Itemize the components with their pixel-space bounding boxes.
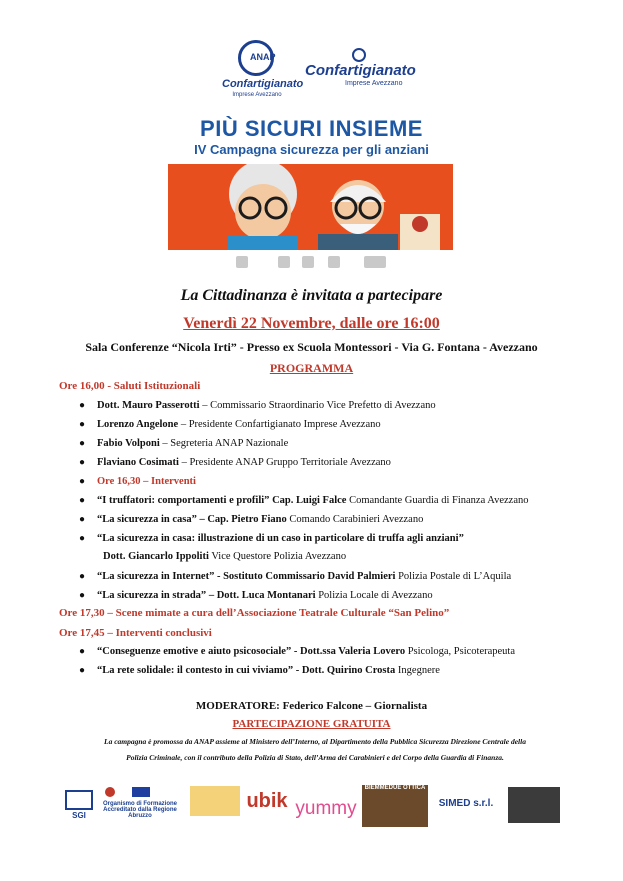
list-item: ● “La sicurezza in casa: illustrazione di un caso in particolare di truffa agli anziani”: [79, 533, 464, 544]
event-date: Venerdì 22 Novembre, dalle ore 16:00: [183, 315, 440, 332]
list-item: ● “La sicurezza in strada” – Dott. Luca Montanari Polizia Locale di Avezzano: [79, 590, 433, 601]
list-item: ● Dott. Mauro Passerotti – Commissario Straordinario Vice Prefetto di Avezzano: [79, 400, 436, 411]
confartigianato-logo: [305, 48, 415, 98]
anap-ring-icon: ANAP: [238, 40, 274, 76]
section-heading: Ore 17,30 – Scene mimate a cura dell’Associazione Teatrale Culturale “San Pelino”: [59, 607, 450, 619]
list-item: ● “La rete solidale: il contesto in cui viviamo” - Dott. Quirino Crosta Ingegnere: [79, 665, 440, 676]
confartigianato-ring-icon: [352, 48, 366, 62]
list-item: ● Ore 16,30 – Interventi: [79, 476, 196, 487]
event-venue: Sala Conferenze “Nicola Irti” - Presso ex Scuola Montessori - Via G. Fontana - Avezzano: [85, 340, 538, 354]
crest-icon: [278, 256, 290, 268]
ubik-logo: ubik: [246, 790, 288, 812]
list-item: ● Lorenzo Angelone – Presidente Confartigianato Imprese Avezzano: [79, 419, 381, 430]
ottica-logo: BIEMMEDUE OTTICA: [362, 785, 428, 827]
list-item: ● “Conseguenze emotive e aiuto psicosociale” - Dott.ssa Valeria Lovero Psicologa, Psicoterapeuta: [79, 646, 516, 657]
campaign-subtitle: IV Campagna sicurezza per gli anziani: [194, 142, 429, 157]
crest-icon: [328, 256, 340, 268]
list-item: ● Fabio Volponi – Segreteria ANAP Nazionale: [79, 438, 289, 449]
partner-crests: [232, 254, 392, 272]
confartigianato-sub: Imprese Avezzano: [345, 80, 403, 87]
free-participation: PARTECIPAZIONE GRATUITA: [232, 718, 391, 730]
yummy-logo: yummy: [295, 798, 357, 819]
section-heading: Ore 17,45 – Interventi conclusivi: [59, 627, 212, 639]
programma-heading: PROGRAMMA: [269, 361, 354, 375]
elderly-couple-illustration: [168, 164, 453, 250]
invitation-line: La Cittadinanza è invitata a partecipare: [180, 287, 443, 304]
anap-brand: Confartigianato: [222, 78, 304, 90]
campaign-note-line: Polizia Criminale, con il contributo della Polizia di Stato, dell’Arma dei Carabinieri e del Corpo della Guardia di Finanza.: [126, 753, 504, 762]
anap-logo: [222, 40, 304, 106]
crest-icon: [302, 256, 314, 268]
sponsor-flyer-image: [190, 786, 240, 816]
list-item: ● “I truffatori: comportamenti e profili” Cap. Luigi Falce Comandante Guardia di Finanza Avezzano: [79, 495, 529, 506]
sponsor-image: [508, 787, 560, 823]
ente-formazione-logo: Organismo di Formazione Accreditato dalla Regione Abruzzo: [100, 785, 180, 825]
list-item: ● “La sicurezza in casa” – Cap. Pietro Fiano Comando Carabinieri Avezzano: [79, 514, 424, 525]
list-item: ● “La sicurezza in Internet” - Sostituto Commissario David Palmieri Polizia Postale di L’Aquila: [79, 571, 512, 582]
list-item: ● Flaviano Cosimati – Presidente ANAP Gruppo Territoriale Avezzano: [79, 457, 391, 468]
section-heading: Ore 16,00 - Saluti Istituzionali: [59, 380, 201, 392]
sgi-logo: SGI: [60, 785, 98, 825]
crest-icon: [364, 256, 386, 268]
anap-sub: Imprese Avezzano: [232, 92, 282, 98]
list-item-continuation: Dott. Giancarlo Ippoliti Vice Questore Polizia Avezzano: [103, 551, 347, 562]
campaign-title: PIÙ SICURI INSIEME: [200, 116, 423, 141]
crest-icon: [236, 256, 248, 268]
moderator-line: MODERATORE: Federico Falcone – Giornalista: [195, 700, 428, 712]
simed-logo: SIMED s.r.l.: [438, 798, 494, 809]
confartigianato-brand: Confartigianato: [305, 62, 416, 79]
campaign-note-line: La campagna è promossa da ANAP assieme al Ministero dell’Interno, al Dipartimento della Pubblica Sicurezza Direzione Centrale della: [104, 737, 526, 746]
